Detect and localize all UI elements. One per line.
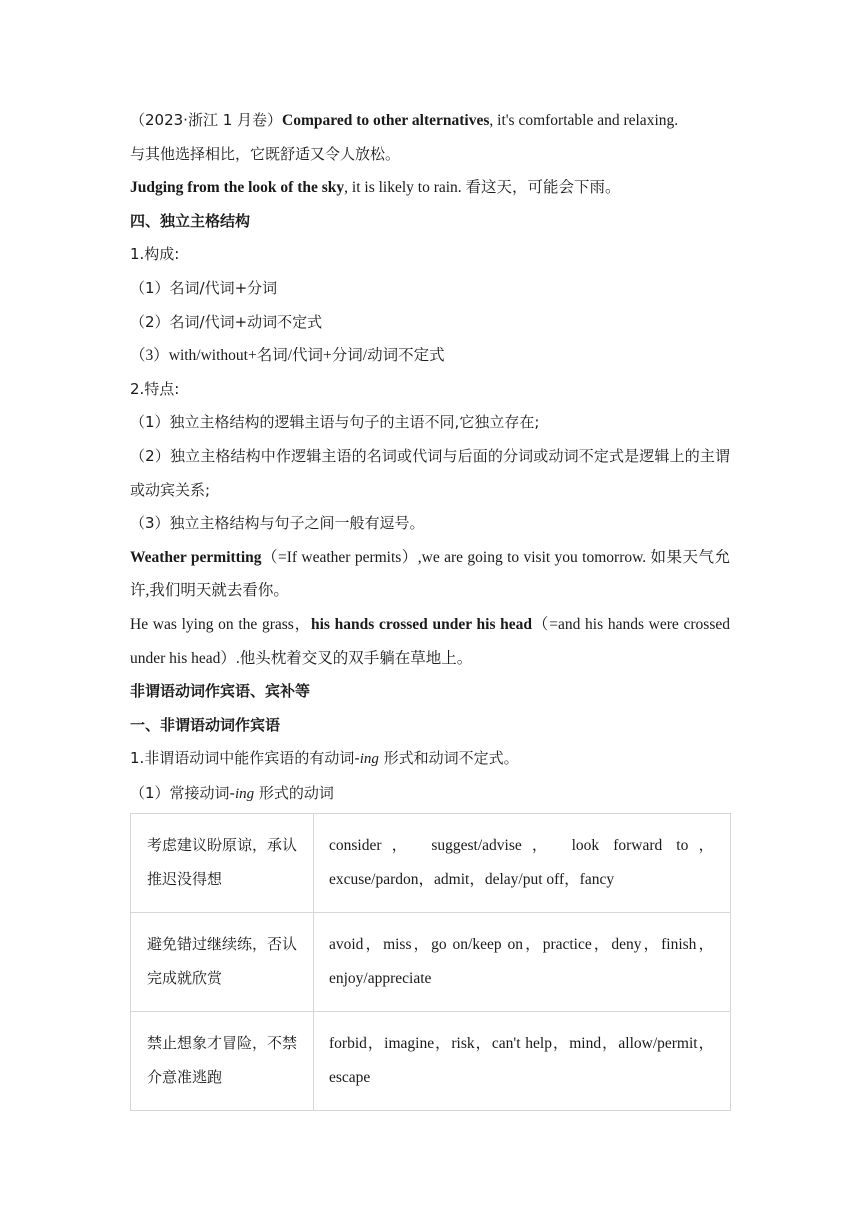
section-heading-absolute: 四、独立主格结构: [130, 211, 251, 230]
verbs-cell: avoid，miss，go on/keep on，practice，deny，finish，enjoy/appreciate: [314, 913, 731, 1012]
mnemonic-cell: 避免错过继续练，否认完成就欣赏: [131, 913, 314, 1012]
feature-item: （2）独立主格结构中作逻辑主语的名词或代词与后面的分词或动词不定式是逻辑上的主谓或动宾关系;: [130, 446, 730, 499]
point-text: （1）常接动词-: [130, 783, 235, 802]
composition-label: 1.构成:: [130, 245, 180, 264]
bold-phrase: Judging from the look of the sky: [130, 179, 345, 197]
composition-item: （1）名词/代词+分词: [130, 278, 278, 297]
section-title-nonfinite: 非谓语动词作宾语、宾补等: [130, 682, 311, 701]
feature-item: （3）独立主格结构与句子之间一般有逗号。: [130, 514, 425, 533]
example-grass: [130, 608, 730, 675]
verbs-cell: consider， suggest/advise， look forward to，excuse/pardon，admit，delay/put off，fancy: [314, 814, 731, 913]
sub-point-1: [130, 777, 730, 812]
ing-italic: ing: [359, 751, 379, 768]
table-row: [131, 913, 731, 1012]
bold-phrase: his hands crossed under his head: [310, 615, 533, 633]
example-compared: [130, 104, 730, 138]
table-row: [131, 1012, 731, 1111]
ing-italic: ing: [234, 785, 255, 802]
example-weather: [130, 541, 730, 608]
document-page: [130, 104, 730, 811]
table-row: [131, 814, 731, 913]
example-judging: [130, 171, 730, 205]
verbs-cell: forbid，imagine，risk，can't help，mind，allow/permit，escape: [314, 1012, 731, 1111]
sentence-rest: , it's comfortable and relaxing.: [489, 112, 679, 129]
section-heading-object: 一、非谓语动词作宾语: [130, 715, 281, 734]
point-text: 形式的动词: [254, 783, 334, 802]
sentence-rest: （=If weather permits）,we are going to visit you tomorrow. 如果天气允许,我们明天就去看你。: [130, 548, 730, 600]
sentence-rest: （=and his hands were crossed under his head）.他头枕着交叉的双手躺在草地上。: [130, 615, 730, 667]
point-text: 1.非谓语动词中能作宾语的有动词-: [130, 749, 360, 768]
verb-table: [130, 813, 731, 1111]
sentence-rest: , it is likely to rain. 看这天，可能会下雨。: [344, 179, 621, 197]
sentence-start: He was lying on the grass，: [130, 615, 311, 633]
example-compared-translation: 与其他选择相比，它既舒适又令人放松。: [130, 144, 401, 163]
point-text: 形式和动词不定式。: [378, 749, 519, 768]
source-tag: （2023·浙江 1 月卷）: [130, 111, 283, 129]
mnemonic-cell: 考虑建议盼原谅，承认推迟没得想: [131, 814, 314, 913]
bold-phrase: Weather permitting: [130, 548, 262, 566]
composition-item: （3）with/without+名词/代词+分词/动词不定式: [130, 347, 445, 365]
composition-item: （2）名词/代词+动词不定式: [130, 312, 323, 331]
feature-item: （1）独立主格结构的逻辑主语与句子的主语不同,它独立存在;: [130, 413, 540, 432]
bold-phrase: Compared to other alternatives: [282, 112, 490, 129]
point-1: [130, 742, 730, 777]
features-label: 2.特点:: [130, 379, 180, 398]
mnemonic-cell: 禁止想象才冒险，不禁介意准逃跑: [131, 1012, 314, 1111]
